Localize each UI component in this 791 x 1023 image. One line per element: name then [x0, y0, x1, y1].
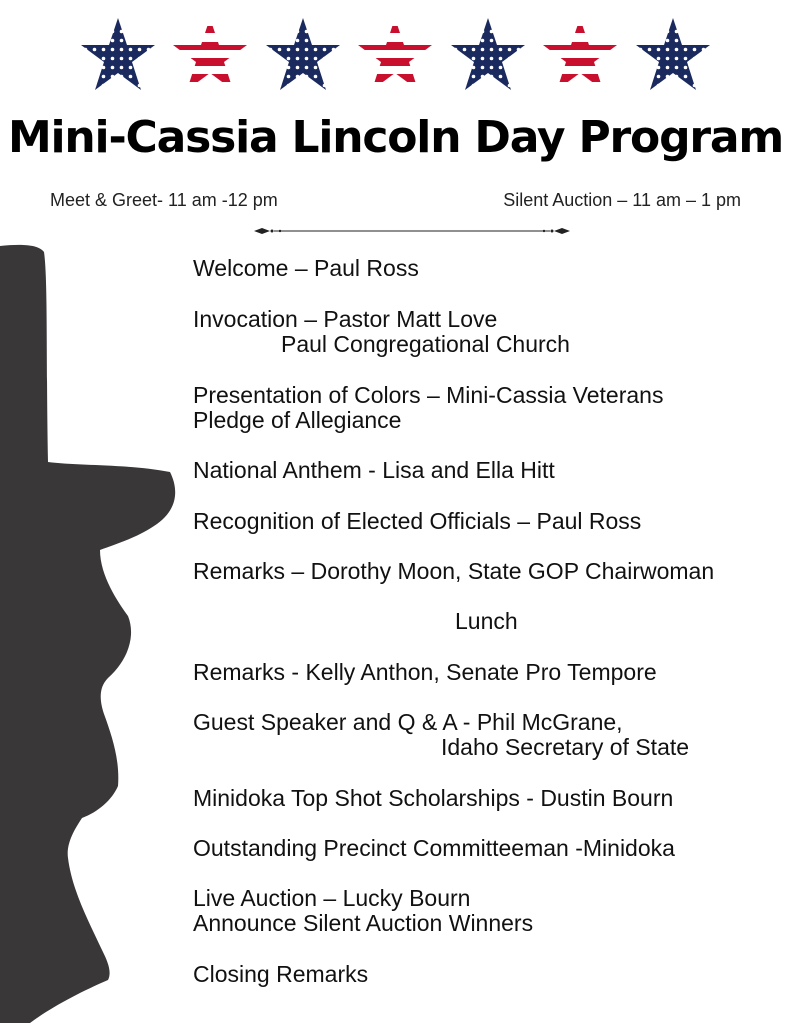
- program-item-colors: Presentation of Colors – Mini-Cassia Veterans: [193, 382, 664, 408]
- program-item-pledge: Pledge of Allegiance: [193, 407, 402, 433]
- meet-greet-time: Meet & Greet- 11 am -12 pm: [50, 190, 278, 210]
- program-item-invocation: Invocation – Pastor Matt Love: [193, 306, 498, 332]
- program-item-lunch: Lunch: [455, 608, 518, 634]
- stripe-star-icon: [358, 18, 432, 92]
- star-icon: [266, 18, 340, 92]
- stripe-star-icon: [173, 18, 247, 92]
- star-icon: [636, 18, 710, 92]
- program-item-anthem: National Anthem - Lisa and Ella Hitt: [193, 457, 555, 483]
- program-item-guest-title: Idaho Secretary of State: [441, 734, 690, 760]
- star-icon: [451, 18, 525, 92]
- program-item-welcome: Welcome – Paul Ross: [193, 255, 419, 281]
- program-item-closing: Closing Remarks: [193, 961, 369, 987]
- silent-auction-time: Silent Auction – 11 am – 1 pm: [503, 190, 741, 210]
- program-item-committeeman: Outstanding Precinct Committeeman -Minidoka: [193, 835, 675, 861]
- program-item-live-auction: Live Auction – Lucky Bourn: [193, 885, 471, 911]
- stars-banner: [0, 14, 791, 94]
- star-icon: [81, 18, 155, 92]
- program-item-scholarships: Minidoka Top Shot Scholarships - Dustin Bourn: [193, 785, 674, 811]
- program-item-invocation-org: Paul Congregational Church: [281, 331, 570, 357]
- program-item-silent-winners: Announce Silent Auction Winners: [193, 910, 534, 936]
- divider-flourish: [252, 224, 572, 238]
- page-title: Mini-Cassia Lincoln Day Program: [7, 112, 784, 163]
- lincoln-silhouette: [0, 240, 200, 1023]
- program-item-remarks-anthon: Remarks - Kelly Anthon, Senate Pro Tempore: [193, 659, 657, 685]
- stripe-star-icon: [543, 18, 617, 92]
- program-item-remarks-moon: Remarks – Dorothy Moon, State GOP Chairwoman: [193, 558, 715, 584]
- program-item-officials: Recognition of Elected Officials – Paul Ross: [193, 508, 642, 534]
- program-item-guest-speaker: Guest Speaker and Q & A - Phil McGrane,: [193, 709, 623, 735]
